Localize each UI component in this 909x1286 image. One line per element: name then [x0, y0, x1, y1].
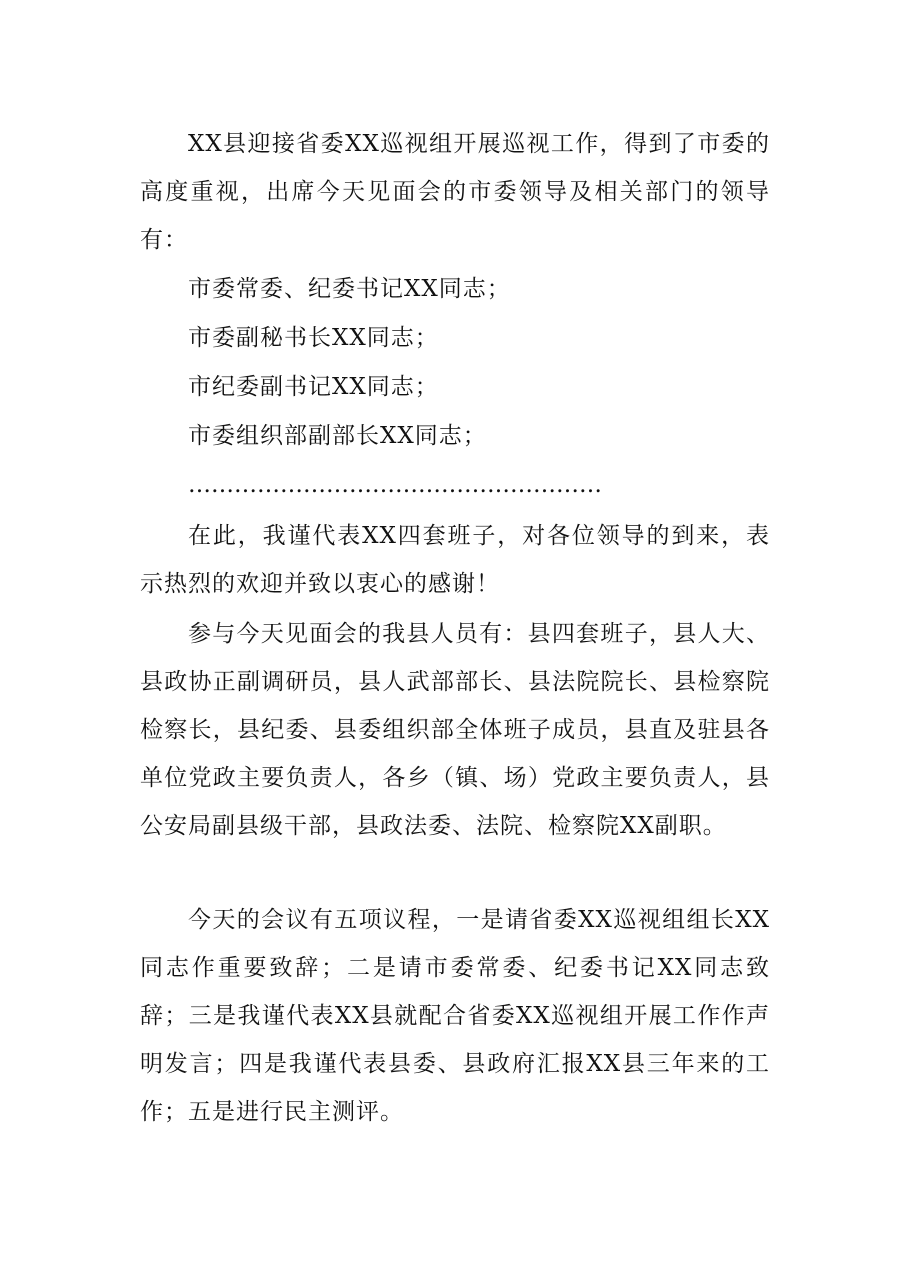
- welcome-paragraph: 在此，我谨代表XX四套班子，对各位领导的到来，表示热烈的欢迎并致以衷心的感谢！: [140, 523, 770, 597]
- leader-line-3: 市纪委副书记XX同志；: [188, 374, 439, 400]
- attendees-paragraph: 参与今天见面会的我县人员有：县四套班子，县人大、县政协正副调研员，县人武部部长、县法院院长、县检察院检察长，县纪委、县委组织部全体班子成员，县直及驻县各单位党政主要负责人，各乡（镇、场）党政主要负责人，县公安局副县级干部，县政法委、法院、检察院XX副职。: [140, 621, 770, 839]
- leader-line-1: 市委常委、纪委书记XX同志；: [188, 276, 511, 302]
- leader-line-2: 市委副秘书长XX同志；: [188, 325, 439, 351]
- ellipsis-line: ………………………………………………: [188, 472, 602, 498]
- leader-line-4: 市委组织部副部长XX同志；: [188, 423, 487, 449]
- intro-paragraph: XX县迎接省委XX巡视组开展巡视工作，得到了市委的高度重视，出席今天见面会的市委领导及相关部门的领导有：: [140, 131, 770, 253]
- agenda-paragraph: 今天的会议有五项议程，一是请省委XX巡视组组长XX同志作重要致辞；二是请市委常委、纪委书记XX同志致辞；三是我谨代表XX县就配合省委XX巡视组开展工作作声明发言；四是我谨代表县委、县政府汇报XX县三年来的工作；五是进行民主测评。: [140, 907, 770, 1125]
